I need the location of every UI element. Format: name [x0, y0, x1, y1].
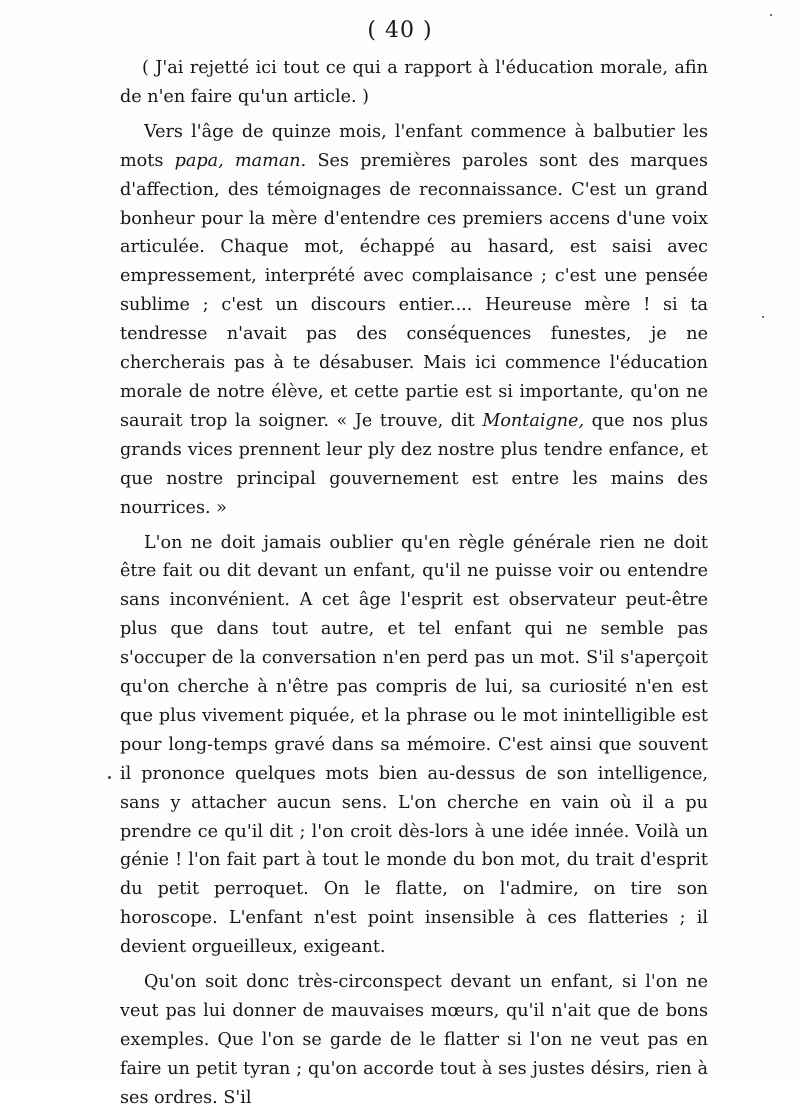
- paragraph-text: L'on ne doit jamais oublier qu'en règle générale rien ne doit être fait ou dit devant un enfant, qu'il ne puisse voir ou entendre sans inconvénient. A cet âge l'esprit est observateur peut-être plus que dans tout autre, et tel enfant qui ne semble pas s'occuper de la conversation n'en perd pas un mot. S'il s'aperçoit qu'on cherche à n'être pas compris de lui, sa curiosité n'en est que plus vivement piquée, et la phrase ou le mot inintelligible est pour long-temps gravé dans sa mémoire. C'est ainsi que souvent il prononce quelques mots bien au-dessus de son intelligence, sans y attacher aucun sens. L'on cherche en vain où il a pu prendre ce qu'il dit ; l'on croit dès-lors à une idée innée. Voilà un génie ! l'on fait part à tout le monde du bon mot, du trait d'esprit du petit perroquet. On le flatte, on l'admire, on tire son horoscope. L'enfant n'est point insensible à ces flatteries ; il devient orgueilleux, exigeant.: [120, 532, 708, 958]
- paragraph-text: Ses premières paroles sont des marques d'affection, des témoignages de reconnaissance. C'est un grand bonheur pour la mère d'entendre ces premiers accens d'une voix articulée. Chaque mot, échappé au hasard, est saisi avec empressement, interprété avec complaisance ; c'est une pensée sublime ; c'est un discours entier.... Heureuse mère ! si ta tendresse n'avait pas des conséquences funestes, je ne chercherais pas à te désabuser. Mais ici commence l'éducation morale de notre élève, et cette partie est si importante, qu'on ne saurait trop la soigner. « Je trouve, dit: [120, 150, 708, 431]
- ink-speck: [762, 316, 764, 318]
- page-number: ( 40 ): [367, 18, 433, 43]
- body-text: [120, 54, 708, 1113]
- paragraph-circumspect: [120, 968, 708, 1113]
- italic-author: Montaigne,: [482, 410, 585, 431]
- paragraph-text: que nos plus grands vices prennent leur ply dez nostre plus tendre enfance, et que nostre principal gouvernement est entre les mains des nourrices. »: [120, 410, 708, 518]
- paragraph-rule: [120, 529, 708, 963]
- paragraph-text: Qu'on soit donc très-circonspect devant un enfant, si l'on ne veut pas lui donner de mauvaises mœurs, qu'il n'ait que de bons exemples. Que l'on se garde de le flatter si l'on ne veut pas en faire un petit tyran ; qu'on accorde tout à ses justes désirs, rien à ses ordres. S'il: [120, 972, 708, 1108]
- ink-speck: [770, 14, 772, 16]
- paragraph-text: ( J'ai rejetté ici tout ce qui a rapport à l'éducation morale, afin de n'en faire qu'un article. ): [120, 58, 708, 107]
- ink-speck: [108, 776, 111, 779]
- italic-words: papa, maman.: [174, 150, 307, 171]
- paragraph-text: Vers l'âge de quinze mois, l'enfant commence à balbutier les mots: [120, 121, 708, 171]
- paragraph-note: [120, 54, 708, 112]
- paragraph-first-words: [120, 118, 708, 523]
